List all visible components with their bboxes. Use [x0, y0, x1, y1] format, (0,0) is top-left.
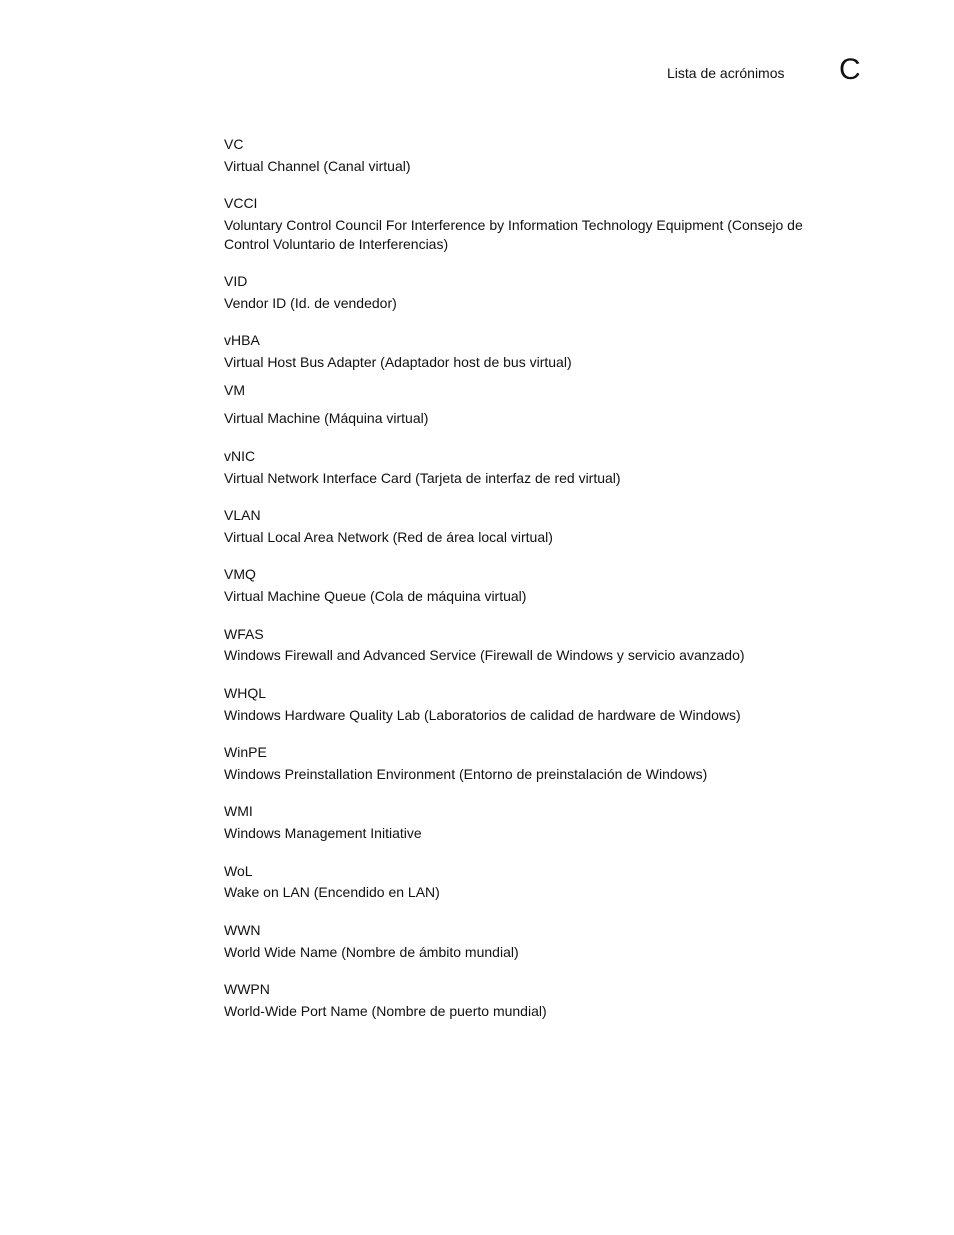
acronym-definition: Windows Preinstallation Environment (Entorno de preinstalación de Windows): [224, 766, 708, 782]
acronym-term: VC: [224, 136, 244, 152]
acronym-term: WinPE: [224, 744, 267, 760]
running-header-title: Lista de acrónimos: [667, 65, 785, 81]
acronym-definition: Windows Firewall and Advanced Service (Firewall de Windows y servicio avanzado): [224, 647, 745, 663]
acronym-term: vNIC: [224, 448, 256, 464]
acronym-definition: World-Wide Port Name (Nombre de puerto mundial): [224, 1003, 547, 1019]
acronym-term: WHQL: [224, 685, 266, 701]
acronym-term: VCCI: [224, 195, 258, 211]
acronym-term: VLAN: [224, 507, 261, 523]
acronym-definition: Voluntary Control Council For Interference by Information Technology Equipment (Consejo de Control Voluntario de Interferencias): [224, 217, 803, 252]
acronym-term: vHBA: [224, 332, 260, 348]
acronym-definition: Virtual Machine Queue (Cola de máquina virtual): [224, 588, 527, 604]
acronym-definition: Virtual Network Interface Card (Tarjeta de interfaz de red virtual): [224, 470, 621, 486]
acronym-term: WWN: [224, 922, 261, 938]
acronym-term: WWPN: [224, 981, 270, 997]
acronym-definition: Windows Hardware Quality Lab (Laboratorios de calidad de hardware de Windows): [224, 707, 741, 723]
appendix-letter: C: [839, 53, 861, 86]
acronym-definition: Windows Management Initiative: [224, 825, 422, 841]
acronym-term: VMQ: [224, 566, 256, 582]
acronym-definition: Wake on LAN (Encendido en LAN): [224, 884, 440, 900]
acronym-term: WMI: [224, 803, 253, 819]
acronym-term: VM: [224, 382, 245, 398]
acronym-definition: World Wide Name (Nombre de ámbito mundial): [224, 944, 519, 960]
acronym-term: VID: [224, 273, 248, 289]
acronym-definition: Virtual Machine (Máquina virtual): [224, 410, 429, 426]
acronym-definition: Virtual Channel (Canal virtual): [224, 158, 411, 174]
acronym-definition: Virtual Local Area Network (Red de área local virtual): [224, 529, 553, 545]
acronym-term: WFAS: [224, 626, 264, 642]
acronym-definition: Virtual Host Bus Adapter (Adaptador host de bus virtual): [224, 354, 572, 370]
acronym-definition: Vendor ID (Id. de vendedor): [224, 295, 397, 311]
acronym-term: WoL: [224, 863, 253, 879]
